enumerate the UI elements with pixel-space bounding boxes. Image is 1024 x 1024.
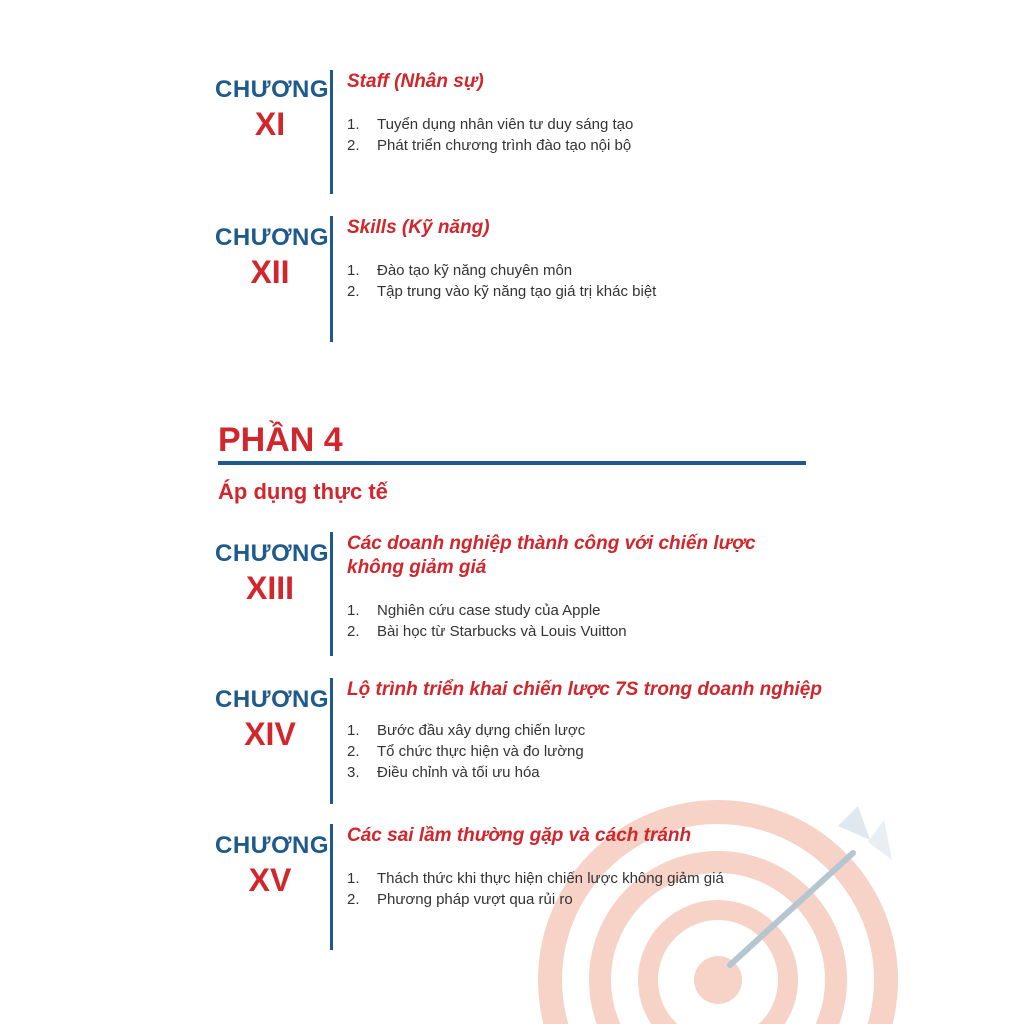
item-number: 2. xyxy=(347,623,360,640)
chapter-title: Các sai lầm thường gặp và cách tránh xyxy=(347,825,692,846)
chapter-title: Skills (Kỹ năng) xyxy=(347,217,490,238)
chapter-label xyxy=(215,76,330,142)
list-item xyxy=(347,260,656,281)
chapter-xi xyxy=(215,70,815,194)
item-text: Bài học từ Starbucks và Louis Vuitton xyxy=(377,623,627,640)
item-text: Phát triển chương trình đào tạo nội bộ xyxy=(377,137,632,154)
chapter-items xyxy=(347,114,633,156)
item-text: Nghiên cứu case study của Apple xyxy=(377,602,601,619)
list-item xyxy=(347,281,656,302)
item-number: 2. xyxy=(347,137,360,154)
item-number: 2. xyxy=(347,891,360,908)
chapter-title: Staff (Nhân sự) xyxy=(347,71,484,92)
chapter-number: XV xyxy=(248,862,292,898)
item-text: Bước đầu xây dựng chiến lược xyxy=(377,722,586,739)
chapter-title-line: Các doanh nghiệp thành công với chiến lược xyxy=(347,533,756,554)
item-number: 3. xyxy=(347,764,360,781)
part-subtitle: Áp dụng thực tế xyxy=(218,479,388,504)
chapter-word: CHƯƠNG xyxy=(215,540,330,567)
item-number: 2. xyxy=(347,743,360,760)
chapter-number: XIII xyxy=(245,570,294,606)
item-text: Tập trung vào kỹ năng tạo giá trị khác biệt xyxy=(377,283,657,300)
item-text: Đào tạo kỹ năng chuyên môn xyxy=(377,262,573,279)
item-number: 1. xyxy=(347,602,360,619)
chapter-word: CHƯƠNG xyxy=(215,686,330,713)
chapter-word: CHƯƠNG xyxy=(215,76,330,103)
chapter-label xyxy=(215,686,330,752)
list-item xyxy=(347,135,633,156)
chapter-items xyxy=(347,600,627,642)
item-number: 1. xyxy=(347,870,360,887)
chapter-items xyxy=(347,260,656,302)
list-item xyxy=(347,868,724,889)
list-item xyxy=(347,889,724,910)
chapter-items xyxy=(347,720,585,783)
chapter-items xyxy=(347,868,724,910)
list-item xyxy=(347,762,585,783)
item-text: Tổ chức thực hiện và đo lường xyxy=(377,743,584,760)
chapter-label xyxy=(215,540,330,606)
list-item xyxy=(347,741,585,762)
list-item xyxy=(347,600,627,621)
item-number: 1. xyxy=(347,722,360,739)
chapter-divider xyxy=(330,216,333,342)
list-item xyxy=(347,720,585,741)
chapter-title: Lộ trình triển khai chiến lược 7S trong doanh nghiệp xyxy=(347,679,822,700)
chapter-xv xyxy=(215,824,815,950)
chapter-xiii xyxy=(215,532,815,656)
item-text: Thách thức khi thực hiện chiến lược không giảm giá xyxy=(377,870,724,887)
chapter-number: XII xyxy=(250,254,290,290)
part-divider xyxy=(218,461,806,465)
chapter-divider xyxy=(330,70,333,194)
list-item xyxy=(347,114,633,135)
chapter-number: XI xyxy=(254,106,286,142)
chapter-divider xyxy=(330,678,333,804)
chapter-title xyxy=(347,532,756,580)
chapter-divider xyxy=(330,824,333,950)
chapter-word: CHƯƠNG xyxy=(215,224,330,251)
chapter-title-line: không giảm giá xyxy=(347,557,487,578)
item-text: Tuyển dụng nhân viên tư duy sáng tạo xyxy=(377,116,634,133)
chapter-xii xyxy=(215,216,815,342)
chapter-divider xyxy=(330,532,333,656)
item-number: 1. xyxy=(347,116,360,133)
chapter-word: CHƯƠNG xyxy=(215,832,330,859)
chapter-number: XIV xyxy=(244,716,296,752)
chapter-label xyxy=(215,224,330,290)
item-text: Phương pháp vượt qua rủi ro xyxy=(377,891,573,908)
chapter-xiv xyxy=(215,678,822,804)
item-text: Điều chỉnh và tối ưu hóa xyxy=(377,764,540,781)
list-item xyxy=(347,621,627,642)
item-number: 2. xyxy=(347,283,360,300)
chapter-label xyxy=(215,832,330,898)
item-number: 1. xyxy=(347,262,360,279)
part-title: PHẦN 4 xyxy=(218,421,343,459)
